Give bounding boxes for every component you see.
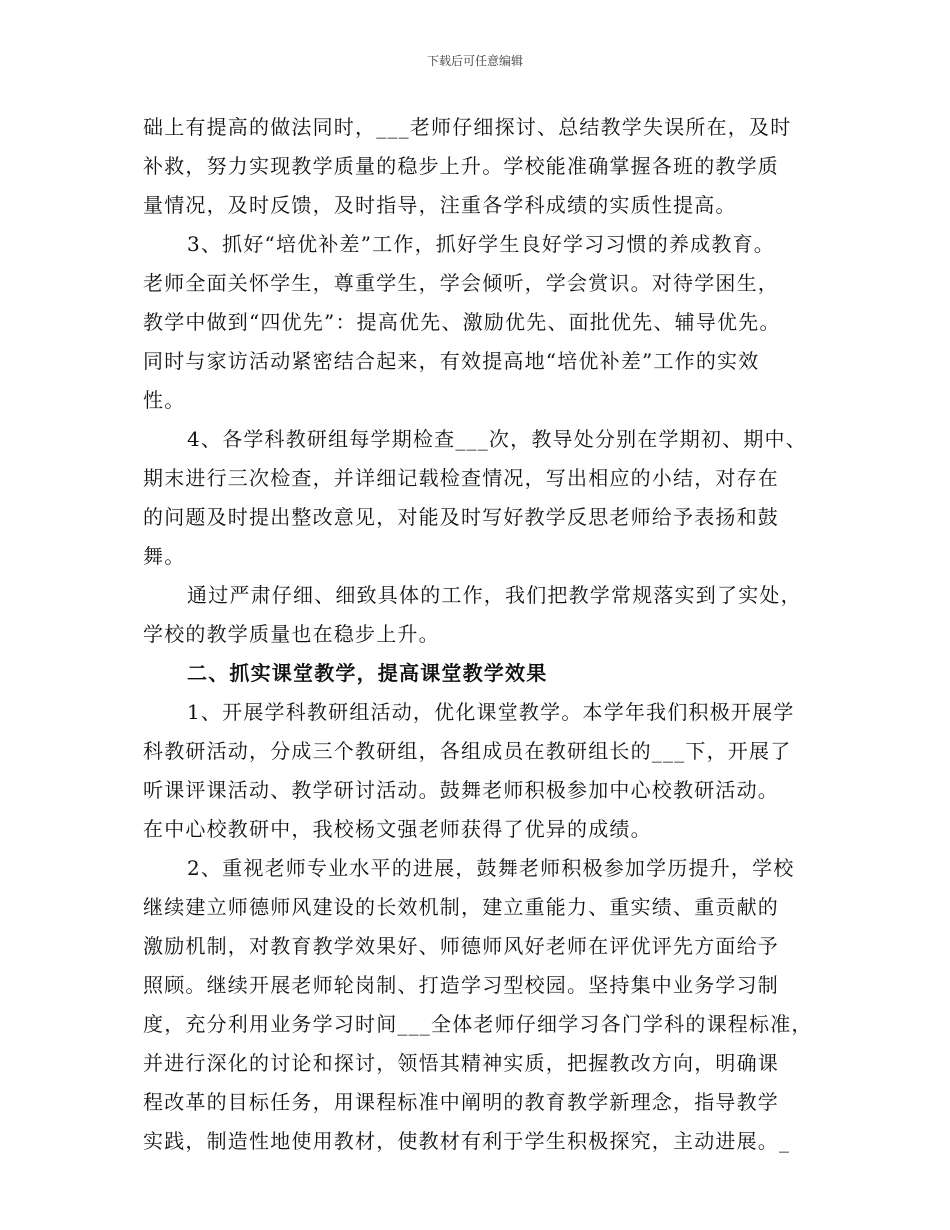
- paragraph-line: 同时与家访活动紧密结合起来，有效提高地“培优补差”工作的实效: [143, 349, 760, 373]
- paragraph-line: 1、开展学科教研组活动，优化课堂教学。本学年我们积极开展学: [187, 700, 795, 724]
- paragraph-line: 并进行深化的讨论和探讨，领悟其精神实质，把握教改方向，明确课: [143, 1051, 779, 1075]
- paragraph-line: 3、抓好“培优补差”工作，抓好学生良好学习习惯的养成教育。: [187, 232, 775, 256]
- paragraph-line: 继续建立师德师风建设的长效机制，建立重能力、重实绩、重贡献的: [143, 895, 779, 919]
- paragraph-line: 2、重视老师专业水平的进展，鼓舞老师积极参加学历提升，学校: [187, 856, 795, 880]
- paragraph-line: 量情况，及时反馈，及时指导，注重各学科成绩的实质性提高。: [143, 193, 737, 217]
- paragraph-line: 听课评课活动、教学研讨活动。鼓舞老师积极参加中心校教研活动。: [143, 778, 779, 802]
- section-heading: 二、抓实课堂教学，提高课堂教学效果: [187, 661, 548, 685]
- paragraph-line: 科教研活动，分成三个教研组，各组成员在教研组长的___下，开展了: [143, 739, 792, 763]
- paragraph-line: 激励机制，对教育教学效果好、师德师风好老师在评优评先方面给予: [143, 934, 779, 958]
- paragraph-line: 实践，制造性地使用教材，使教材有利于学生积极探究，主动进展。_: [143, 1129, 791, 1153]
- paragraph-line: 通过严肃仔细、细致具体的工作，我们把教学常规落实到了实处，: [187, 583, 802, 607]
- paragraph-line: 期末进行三次检查，并详细记载检查情况，写出相应的小结，对存在: [143, 466, 779, 490]
- document-body: [143, 108, 823, 1161]
- paragraph-line: 度，充分利用业务学习时间___全体老师仔细学习各门学科的课程标准，: [143, 1012, 813, 1036]
- paragraph-line: 4、各学科教研组每学期检查___次，教导处分别在学期初、期中、: [187, 427, 807, 451]
- paragraph-line: 补救，努力实现教学质量的稳步上升。学校能准确掌握各班的教学质: [143, 154, 779, 178]
- paragraph-line: 学校的教学质量也在稳步上升。: [143, 622, 440, 646]
- paragraph-line: 照顾。继续开展老师轮岗制、打造学习型校园。坚持集中业务学习制: [143, 973, 779, 997]
- paragraph-line: 础上有提高的做法同时，___老师仔细探讨、总结教学失误所在，及时: [143, 115, 792, 139]
- paragraph-line: 在中心校教研中，我校杨文强老师获得了优异的成绩。: [143, 817, 652, 841]
- paragraph-line: 程改革的目标任务，用课程标准中阐明的教育教学新理念，指导教学: [143, 1090, 779, 1114]
- paragraph-line: 教学中做到“四优先”：提高优先、激励优先、面批优先、辅导优先。: [143, 310, 781, 334]
- paragraph-line: 的问题及时提出整改意见，对能及时写好教学反思老师给予表扬和鼓: [143, 505, 779, 529]
- paragraph-line: 舞。: [143, 544, 186, 568]
- paragraph-line: 老师全面关怀学生，尊重学生，学会倾听，学会赏识。对待学困生，: [143, 271, 779, 295]
- page-header: 下载后可任意编辑: [426, 54, 523, 68]
- paragraph-line: 性。: [143, 388, 186, 412]
